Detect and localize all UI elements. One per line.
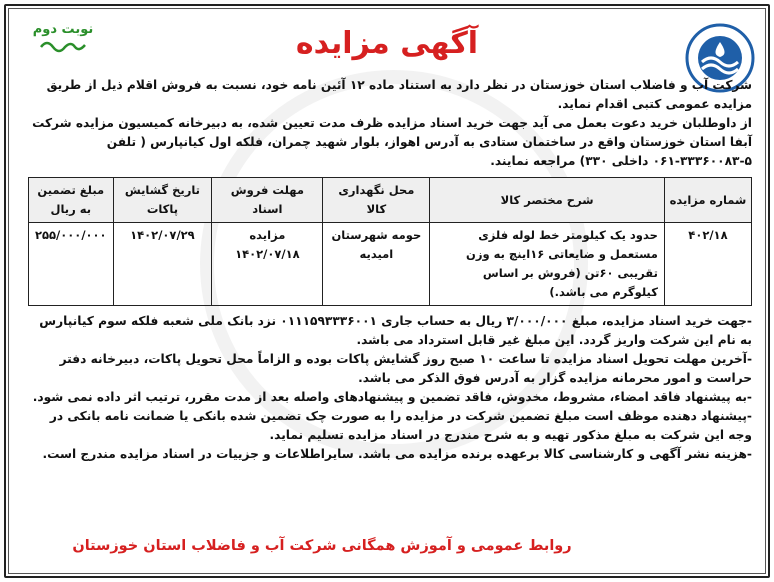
auction-items-table [28, 177, 752, 306]
notice-body [28, 76, 752, 464]
note-costs: -هزینه نشر آگهی و کارشناسی کالا برعهده برنده مزایده می باشد. سایراطلاعات و جزییات در اسناد مزایده مندرج است. [42, 447, 752, 461]
public-relations-footer: روابط عمومی و آموزش همگانی شرکت آب و فاضلاب استان خوزستان [72, 538, 572, 554]
note-invalid-bids: -به پیشنهاد فاقد امضاء، مشروط، مخدوش، فاقد تضمین و پیشنهادهای واصله بعد از مدت مقرر، ترتیب اثر داده نمی شود. [32, 390, 752, 404]
header-item-description: شرح مختصر کالا [430, 178, 665, 223]
cell-item-description: حدود یک کیلومتر خط لوله فلزی مستعمل و ضایعاتی ۱۶اینچ به وزن تقریبی ۶۰تن (فروش بر اساس کیلوگرم می باشد.) [430, 223, 665, 306]
table-header-row [29, 178, 752, 223]
note-guarantee: -پیشنهاد دهنده موظف است مبلغ تضمین شرکت در مزایده را به صورت چک تضمین شده بانکی یا ضمانت نامه بانکی در وجه این شرکت به مبلغ مذکور تهیه و به شرح مندرج در اسناد مزایده تسلیم نماید. [49, 409, 752, 442]
header-auction-number: شماره مزایده [664, 178, 751, 223]
header-document-deadline: مهلت فروش اسناد [212, 178, 323, 223]
cell-storage-location: حومه شهرستان امیدیه [323, 223, 430, 306]
note-delivery-deadline: -آخرین مهلت تحویل اسناد مزایده تا ساعت ۱۰ صبح روز گشایش پاکات بوده و الزاماً محل تحویل پاکات، دبیرخانه دفتر حراست و امور محرمانه مزایده گزار به آدرس فوق الذکر می باشد. [59, 352, 752, 385]
notice-title: آگهی مزایده [295, 26, 479, 61]
cell-opening-date: ۱۴۰۲/۰۷/۲۹ [113, 223, 212, 306]
table-row [29, 223, 752, 306]
header-storage-location: محل نگهداری کالا [323, 178, 430, 223]
cell-guarantee-amount: ۲۵۵/۰۰۰/۰۰۰ [29, 223, 114, 306]
badge-label: نوبت دوم [32, 22, 94, 37]
cell-auction-number: ۴۰۲/۱۸ [664, 223, 751, 306]
note-document-fee: -جهت خرید اسناد مزایده، مبلغ ۳/۰۰۰/۰۰۰ ریال به حساب جاری ۰۱۱۱۵۹۳۳۳۶۰۰۱ نزد بانک ملی شعبه فلکه سوم کیانپارس به نام این شرکت واریز گردد. این مبلغ غیر قابل استرداد می باشد. [39, 314, 752, 347]
cell-document-deadline: مزایده ۱۴۰۲/۰۷/۱۸ [212, 223, 323, 306]
intro-paragraph-1: شرکت آب و فاضلاب استان خوزستان در نظر دارد به استناد ماده ۱۲ آئین نامه خود، نسبت به فروش اقلام ذیل از طریق مزایده عمومی کتبی اقدام نماید. [46, 78, 752, 111]
intro-paragraph-2: از داوطلبان خرید دعوت بعمل می آید جهت خرید اسناد مزایده ظرف مدت تعیین شده، به دبیرخانه کمیسیون مزایده شرکت آبفا استان خوزستان واقع در ساختمان ستادی به آدرس اهواز، بلوار شهید چمران، فلکه اول کیانپارس ( تلفن ۵-۳۳۳۶۰۰۸۳-۰۶۱ داخلی ۳۳۰) مراجعه نمایند. [32, 116, 752, 168]
header-opening-date: تاریخ گشایش پاکات [113, 178, 212, 223]
header-guarantee-amount: مبلغ تضمین به ریال [29, 178, 114, 223]
